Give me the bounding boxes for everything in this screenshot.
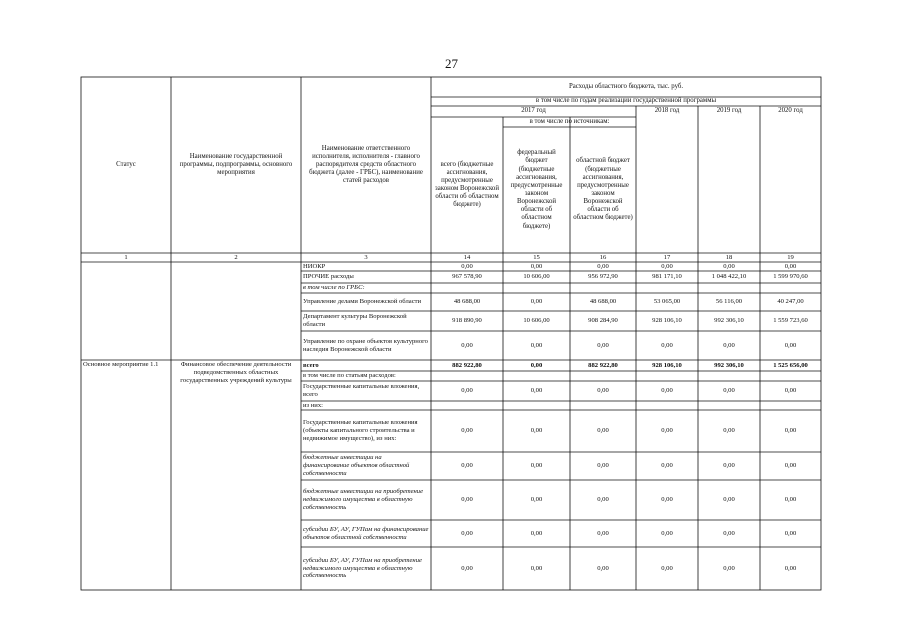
row-value: 0,00 xyxy=(597,529,609,537)
row-value: 0,00 xyxy=(530,462,543,470)
row-value: 0,00 xyxy=(530,298,543,306)
row-value xyxy=(570,371,636,381)
row-value: 0,00 xyxy=(597,564,609,572)
col-number: 19 xyxy=(787,253,794,261)
row-value: 882 922,80 xyxy=(452,361,482,369)
row-value: 0,00 xyxy=(461,564,473,572)
row-value xyxy=(760,401,821,410)
row-value: 0,00 xyxy=(723,462,735,470)
header-regional: областной бюджет (бюджетные ассигнования, предусмотренные законом Воронежской области об областном бюджете) xyxy=(573,157,633,222)
row-value xyxy=(570,401,636,410)
row-label: Управление по охране объектов культурного наследия Воронежской области xyxy=(303,337,428,353)
row-value: 0,00 xyxy=(784,496,797,504)
row-value: 0,00 xyxy=(530,387,543,395)
row-value: 0,00 xyxy=(723,529,735,537)
row-value xyxy=(636,401,698,410)
row-value: 0,00 xyxy=(784,529,797,537)
header-year-2020: 2020 год xyxy=(778,107,803,114)
header-by-year: в том числе по годам реализации государственной программы xyxy=(535,97,717,105)
row-value: 0,00 xyxy=(597,496,609,504)
row-label: бюджетные инвестиции на финансирование объектов областной собственности xyxy=(303,454,410,477)
header-year-2019: 2019 год xyxy=(716,107,742,114)
row-value: 992 306,10 xyxy=(714,317,744,325)
row-value: 0,00 xyxy=(661,341,673,349)
row-label: Государственные капитальные вложения, всего xyxy=(303,383,420,398)
row-value: 882 922,80 xyxy=(588,361,618,369)
row-value: 0,00 xyxy=(723,262,735,270)
row-label: субсидии БУ, АУ, ГУПам на приобретение недвижимого имущества в областную собственность xyxy=(303,556,422,580)
page-number: 27 xyxy=(445,56,458,71)
header-year-2017: 2017 год xyxy=(521,107,546,115)
row-value xyxy=(636,371,698,381)
row-value: 0,00 xyxy=(784,341,797,349)
row-value xyxy=(636,283,698,293)
row-value: 0,00 xyxy=(597,427,609,435)
row-value: 0,00 xyxy=(530,361,543,369)
row-value xyxy=(503,371,570,381)
row-value: 908 284,90 xyxy=(588,317,618,325)
row-value: 0,00 xyxy=(784,564,797,572)
row-value: 0,00 xyxy=(461,496,473,504)
row-value xyxy=(760,283,821,293)
row-label: Государственные капитальные вложения (объекты капитального строительства и недвижимое имущество), из них: xyxy=(303,419,418,442)
row-value: 0,00 xyxy=(784,262,797,270)
row-value: 918 890,90 xyxy=(452,317,482,325)
row-value: 981 171,10 xyxy=(652,273,682,281)
row-label: всего xyxy=(303,361,319,369)
row-value: 0,00 xyxy=(723,496,735,504)
header-total: всего (бюджетные ассигнования, предусмотренные законом Воронежской области об областном бюджете) xyxy=(435,160,499,209)
row-value: 0,00 xyxy=(461,341,473,349)
row-value: 1 559 723,60 xyxy=(773,317,808,325)
header-expenses-title: Расходы областного бюджета, тыс. руб. xyxy=(568,82,684,90)
row-value: 0,00 xyxy=(461,462,473,470)
header-program: Наименование государственной программы, подпрограммы, основного мероприятия xyxy=(179,152,293,177)
row-value: 1 048 422,10 xyxy=(711,273,747,281)
row-value: 0,00 xyxy=(661,462,673,470)
row-value: 0,00 xyxy=(661,496,673,504)
col-number: 1 xyxy=(124,253,128,261)
col-number: 15 xyxy=(533,253,540,261)
row-value: 0,00 xyxy=(530,529,543,537)
row-value: 0,00 xyxy=(661,387,673,395)
row-value: 0,00 xyxy=(530,496,543,504)
header-executor: Наименование ответственного исполнителя, исполнителя - главного распорядителя средств областного бюджета (далее - ГРБС), наименование статей расходов xyxy=(309,144,423,185)
row-value: 0,00 xyxy=(461,262,473,270)
row-value: 0,00 xyxy=(784,387,797,395)
row-value xyxy=(570,283,636,293)
row-value: 967 578,90 xyxy=(452,273,482,281)
row-value: 40 247,00 xyxy=(777,298,804,306)
col-number: 2 xyxy=(234,253,238,261)
row-value: 0,00 xyxy=(661,529,673,537)
row-value: 0,00 xyxy=(784,427,797,435)
row-value xyxy=(698,401,760,410)
row-value xyxy=(698,283,760,293)
row-label: субсидии БУ, АУ, ГУПам на финансирование объектов областной собственности xyxy=(303,525,429,541)
row-value: 0,00 xyxy=(723,387,735,395)
row-value xyxy=(503,401,570,410)
row-label: бюджетные инвестиции на приобретение недвижимого имущества в областную собственность xyxy=(303,488,424,511)
row-label: ПРОЧИЕ расходы xyxy=(303,273,354,281)
row-value: 0,00 xyxy=(597,262,609,270)
row-value: 10 606,00 xyxy=(523,317,550,325)
row-value: 1 599 970,60 xyxy=(773,273,808,281)
group2-status: Основное мероприятие 1.1 xyxy=(83,361,159,368)
row-value xyxy=(431,401,503,410)
row-value: 0,00 xyxy=(530,262,543,270)
row-value: 0,00 xyxy=(784,462,797,470)
row-value: 0,00 xyxy=(597,462,609,470)
row-value xyxy=(431,283,503,293)
row-value: 0,00 xyxy=(461,529,473,537)
row-value: 0,00 xyxy=(530,564,543,572)
row-value: 48 688,00 xyxy=(453,298,481,306)
group2-name: Финансовое обеспечение деятельности подведомственных областных государственных учреждений культуры xyxy=(180,361,292,384)
row-value: 0,00 xyxy=(597,387,609,395)
row-value: 1 525 656,00 xyxy=(773,361,808,369)
header-federal: федеральный бюджет (бюджетные ассигнования, предусмотренные законом Воронежской области об областном бюджете) xyxy=(510,149,563,230)
row-value: 0,00 xyxy=(723,341,735,349)
header-by-source: в том числе по источникам: xyxy=(529,117,610,125)
col-number: 17 xyxy=(663,253,671,261)
header-year-2018: 2018 год xyxy=(654,107,680,114)
row-value: 48 688,00 xyxy=(589,298,617,306)
row-value: 0,00 xyxy=(461,427,473,435)
row-label: НИОКР xyxy=(303,262,326,270)
row-value: 0,00 xyxy=(723,564,735,572)
row-value: 56 116,00 xyxy=(715,298,743,306)
row-label: в том числе по ГРБС: xyxy=(303,284,365,292)
row-value: 10 606,00 xyxy=(523,273,550,281)
row-label: из них: xyxy=(303,401,323,409)
col-number: 14 xyxy=(463,253,471,261)
row-value: 0,00 xyxy=(661,262,673,270)
row-value xyxy=(760,371,821,381)
row-label: Департамент культуры Воронежской области xyxy=(303,313,407,328)
row-value: 0,00 xyxy=(461,387,473,395)
row-value xyxy=(431,371,503,381)
row-value: 956 972,90 xyxy=(588,273,618,281)
row-value: 0,00 xyxy=(661,427,673,435)
row-value: 992 306,10 xyxy=(714,361,744,369)
row-value: 928 106,10 xyxy=(652,317,682,325)
row-value: 928 106,10 xyxy=(652,361,682,369)
row-value: 0,00 xyxy=(723,427,735,435)
row-label: в том числе по статьям расходов: xyxy=(303,372,396,380)
col-number: 18 xyxy=(725,253,733,261)
row-value: 0,00 xyxy=(661,564,673,572)
row-value: 0,00 xyxy=(530,341,543,349)
col-number: 3 xyxy=(364,253,368,261)
row-value xyxy=(698,371,760,381)
row-label: Управление делами Воронежской области xyxy=(303,298,422,306)
row-value: 0,00 xyxy=(597,341,609,349)
row-value: 0,00 xyxy=(530,427,543,435)
row-value: 53 065,00 xyxy=(653,298,681,306)
col-number: 16 xyxy=(599,253,607,261)
header-status: Статус xyxy=(116,160,136,168)
row-value xyxy=(503,283,570,293)
